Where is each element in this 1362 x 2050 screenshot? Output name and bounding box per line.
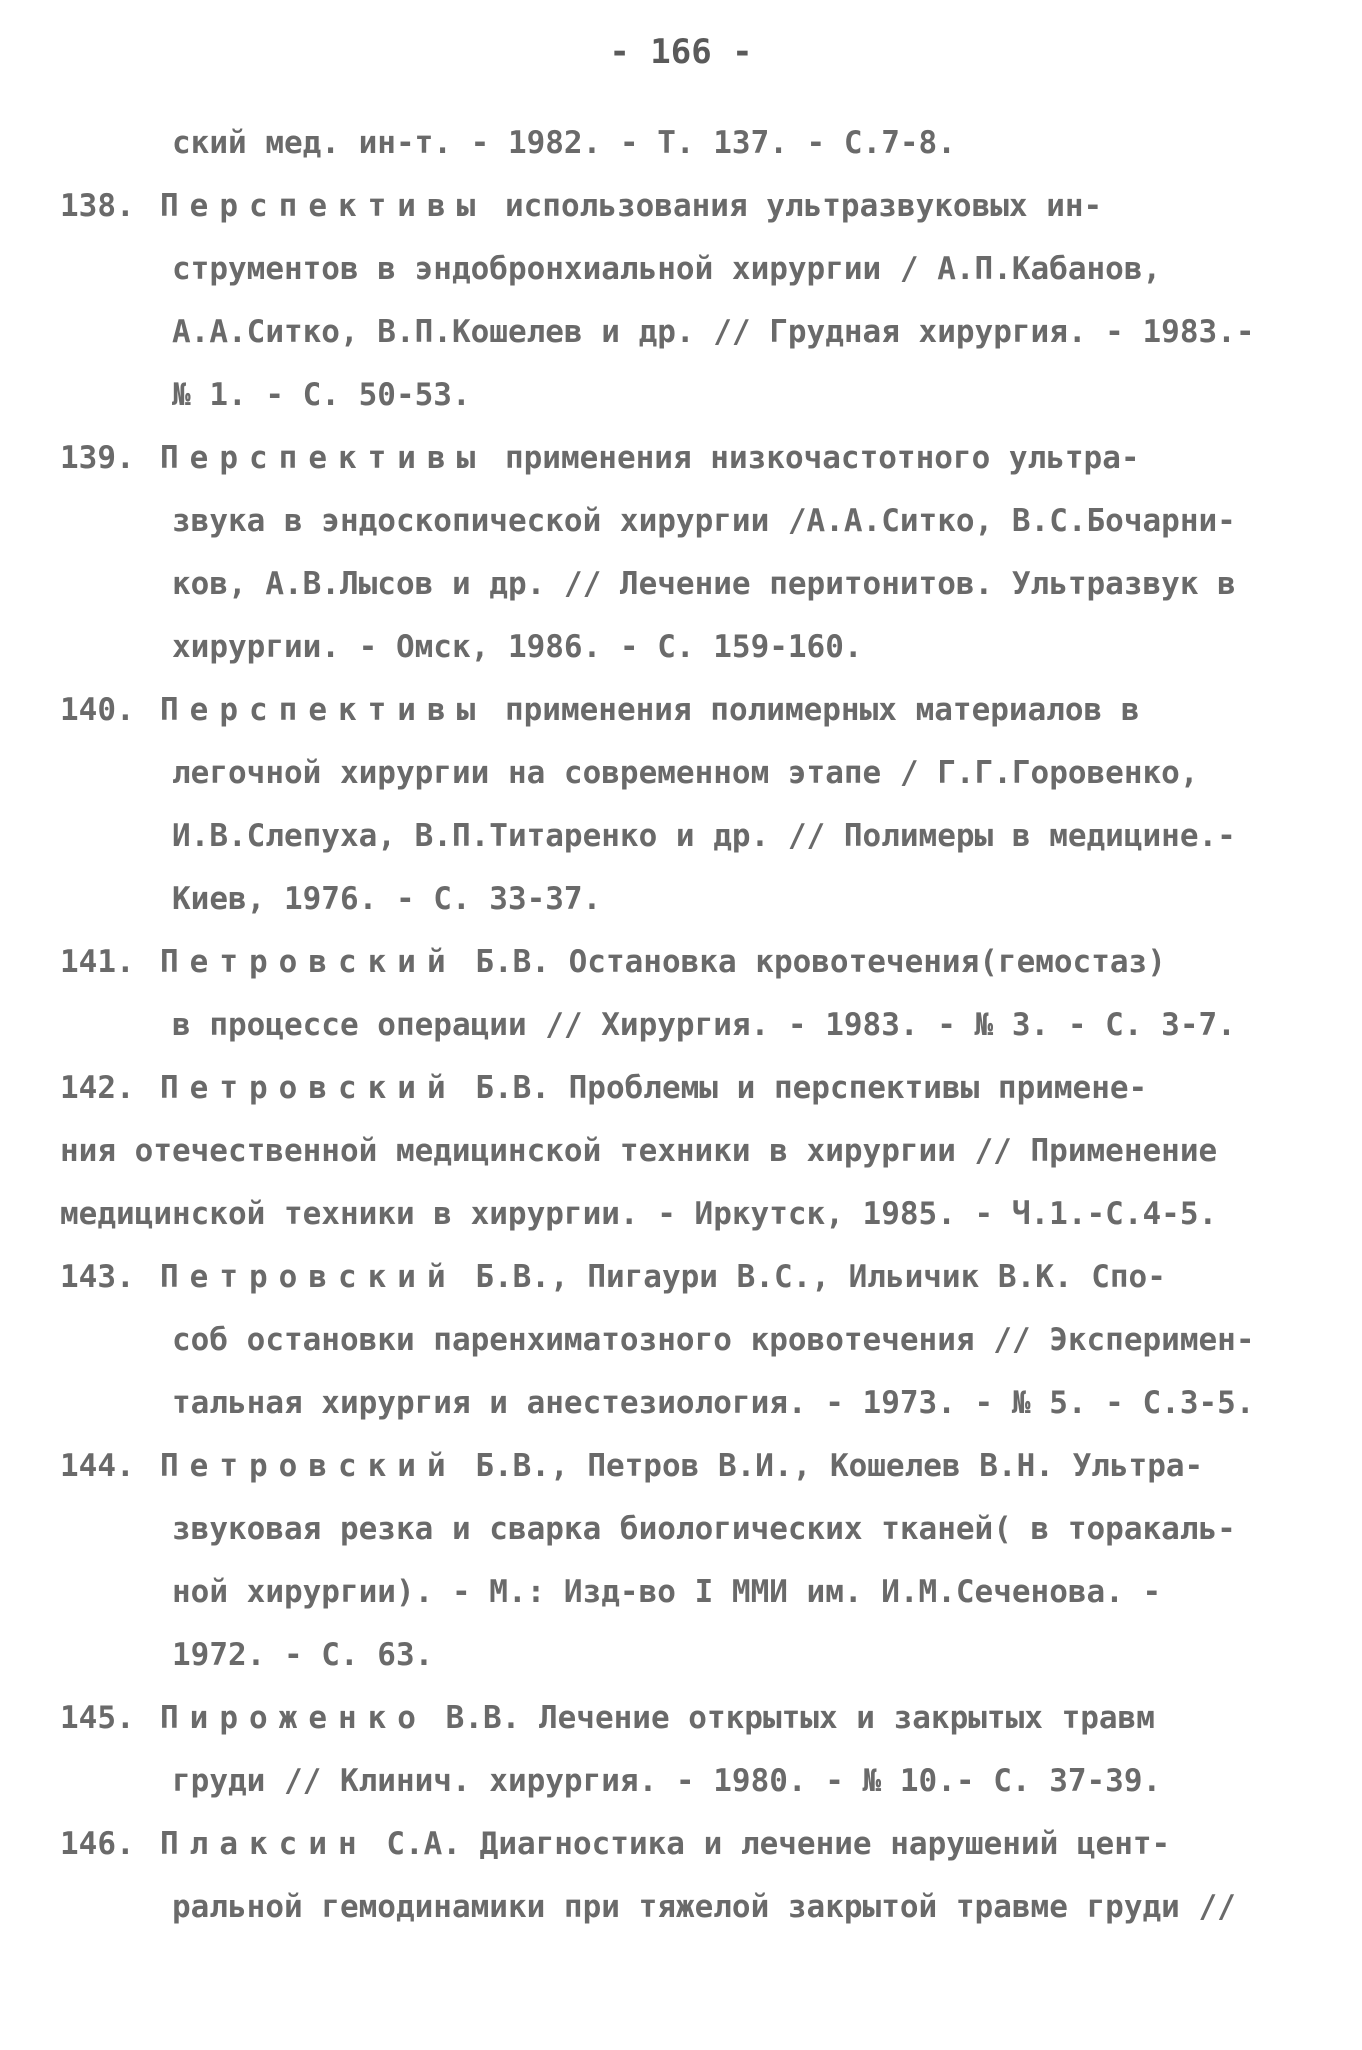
bibliography-entry-141: [60, 931, 1310, 1057]
bibliography-entry-145: [60, 1687, 1310, 1813]
entry-number: 140.: [60, 692, 135, 728]
entry-text: использования ультразвуковых ин-: [504, 188, 1103, 224]
bibliography-entry-continuation: [60, 112, 1310, 175]
entry-line: ский мед. ин-т. - 1982. - Т. 137. - С.7-8.: [172, 125, 956, 161]
entry-first-line: [60, 679, 1310, 742]
entry-author: Петровский: [160, 1448, 457, 1484]
entry-line: медицинской техники в хирургии. - Иркутск, 1985. - Ч.1.-С.4-5.: [60, 1196, 1218, 1232]
entry-line: А.А.Ситко, В.П.Кошелев и др. // Грудная хирургия. - 1983.-: [172, 314, 1255, 350]
entry-first-line: [60, 427, 1310, 490]
entry-line: звука в эндоскопической хирургии /А.А.Ситко, В.С.Бочарни-: [172, 503, 1236, 539]
entry-number: 142.: [60, 1070, 135, 1106]
entry-text: применения низкочастотного ультра-: [504, 440, 1140, 476]
entry-text: Петров В.И., Кошелев В.Н. Ультра-: [587, 1448, 1204, 1484]
entry-number: 145.: [60, 1700, 135, 1736]
entry-author: Перспективы: [160, 692, 487, 728]
page-number: - 166 -: [609, 32, 753, 72]
entry-line: Киев, 1976. - С. 33-37.: [172, 881, 602, 917]
entry-number: 138.: [60, 188, 135, 224]
entry-number: 143.: [60, 1259, 135, 1295]
bibliography-entry-144: [60, 1435, 1310, 1687]
entry-line: ной хирургии). - М.: Изд-во I ММИ им. И.М.Сеченова. -: [172, 1574, 1162, 1610]
entry-initials: Б.В.,: [475, 1259, 569, 1295]
entry-text: Проблемы и перспективы примене-: [568, 1070, 1148, 1106]
entry-initials: Б.В.: [475, 944, 550, 980]
entry-initials: Б.В.,: [475, 1448, 569, 1484]
entry-initials: С.А.: [386, 1826, 461, 1862]
entry-line: 1972. - С. 63.: [172, 1637, 434, 1673]
entry-author: Петровский: [160, 1070, 457, 1106]
entry-line: в процессе операции // Хирургия. - 1983. - № 3. - С. 3-7.: [172, 1007, 1236, 1043]
bibliography-entry-143: [60, 1246, 1310, 1435]
entry-line: И.В.Слепуха, В.П.Титаренко и др. // Полимеры в медицине.-: [172, 818, 1236, 854]
entry-text: применения полимерных материалов в: [504, 692, 1140, 728]
bibliography-entry-146: [60, 1813, 1310, 1939]
entry-line: тальная хирургия и анестезиология. - 1973. - № 5. - С.3-5.: [172, 1385, 1255, 1421]
entry-line: груди // Клинич. хирургия. - 1980. - № 10.- С. 37-39.: [172, 1763, 1162, 1799]
entry-author: Петровский: [160, 1259, 457, 1295]
entry-first-line: [60, 175, 1310, 238]
entry-number: 144.: [60, 1448, 135, 1484]
entry-first-line: [60, 1246, 1310, 1309]
entry-text: Лечение открытых и закрытых травм: [538, 1700, 1155, 1736]
entry-line: хирургии. - Омск, 1986. - С. 159-160.: [172, 629, 863, 665]
entry-number: 139.: [60, 440, 135, 476]
bibliography-entry-139: [60, 427, 1310, 679]
entry-line: звуковая резка и сварка биологических тканей( в торакаль-: [172, 1511, 1236, 1547]
entry-line: ния отечественной медицинской техники в хирургии // Применение: [60, 1133, 1218, 1169]
bibliography-entry-142: [60, 1057, 1310, 1246]
entry-number: 141.: [60, 944, 135, 980]
entry-number: 146.: [60, 1826, 135, 1862]
entry-line: легочной хирургии на современном этапе / Г.Г.Горовенко,: [172, 755, 1199, 791]
entry-text: Остановка кровотечения(гемостаз): [568, 944, 1166, 980]
bibliography-entry-140: [60, 679, 1310, 931]
entry-author: Пироженко: [160, 1700, 427, 1736]
entry-text: Диагностика и лечение нарушений цент-: [479, 1826, 1171, 1862]
entry-line: ральной гемодинамики при тяжелой закрытой травме груди //: [172, 1889, 1236, 1925]
entry-line: соб остановки паренхиматозного кровотечения // Эксперимен-: [172, 1322, 1255, 1358]
entry-first-line: [60, 1435, 1310, 1498]
entry-first-line: [60, 931, 1310, 994]
entry-initials: В.В.: [445, 1700, 521, 1736]
entry-line: № 1. - С. 50-53.: [172, 377, 471, 413]
entry-line: ков, А.В.Лысов и др. // Лечение перитонитов. Ультразвук в: [172, 566, 1236, 602]
bibliography-entry-138: [60, 175, 1310, 427]
entry-author: Перспективы: [160, 440, 487, 476]
entry-line: струментов в эндобронхиальной хирургии / А.П.Кабанов,: [172, 251, 1162, 287]
bibliography-list: [60, 112, 1310, 1939]
entry-text: Пигаури В.С., Ильичик В.К. Спо-: [587, 1259, 1166, 1295]
entry-author: Плаксин: [160, 1826, 368, 1862]
entry-initials: Б.В.: [475, 1070, 550, 1106]
entry-first-line: [60, 1057, 1310, 1120]
entry-first-line: [60, 1687, 1310, 1750]
entry-first-line: [60, 1813, 1310, 1876]
entry-author: Петровский: [160, 944, 457, 980]
entry-author: Перспективы: [160, 188, 487, 224]
